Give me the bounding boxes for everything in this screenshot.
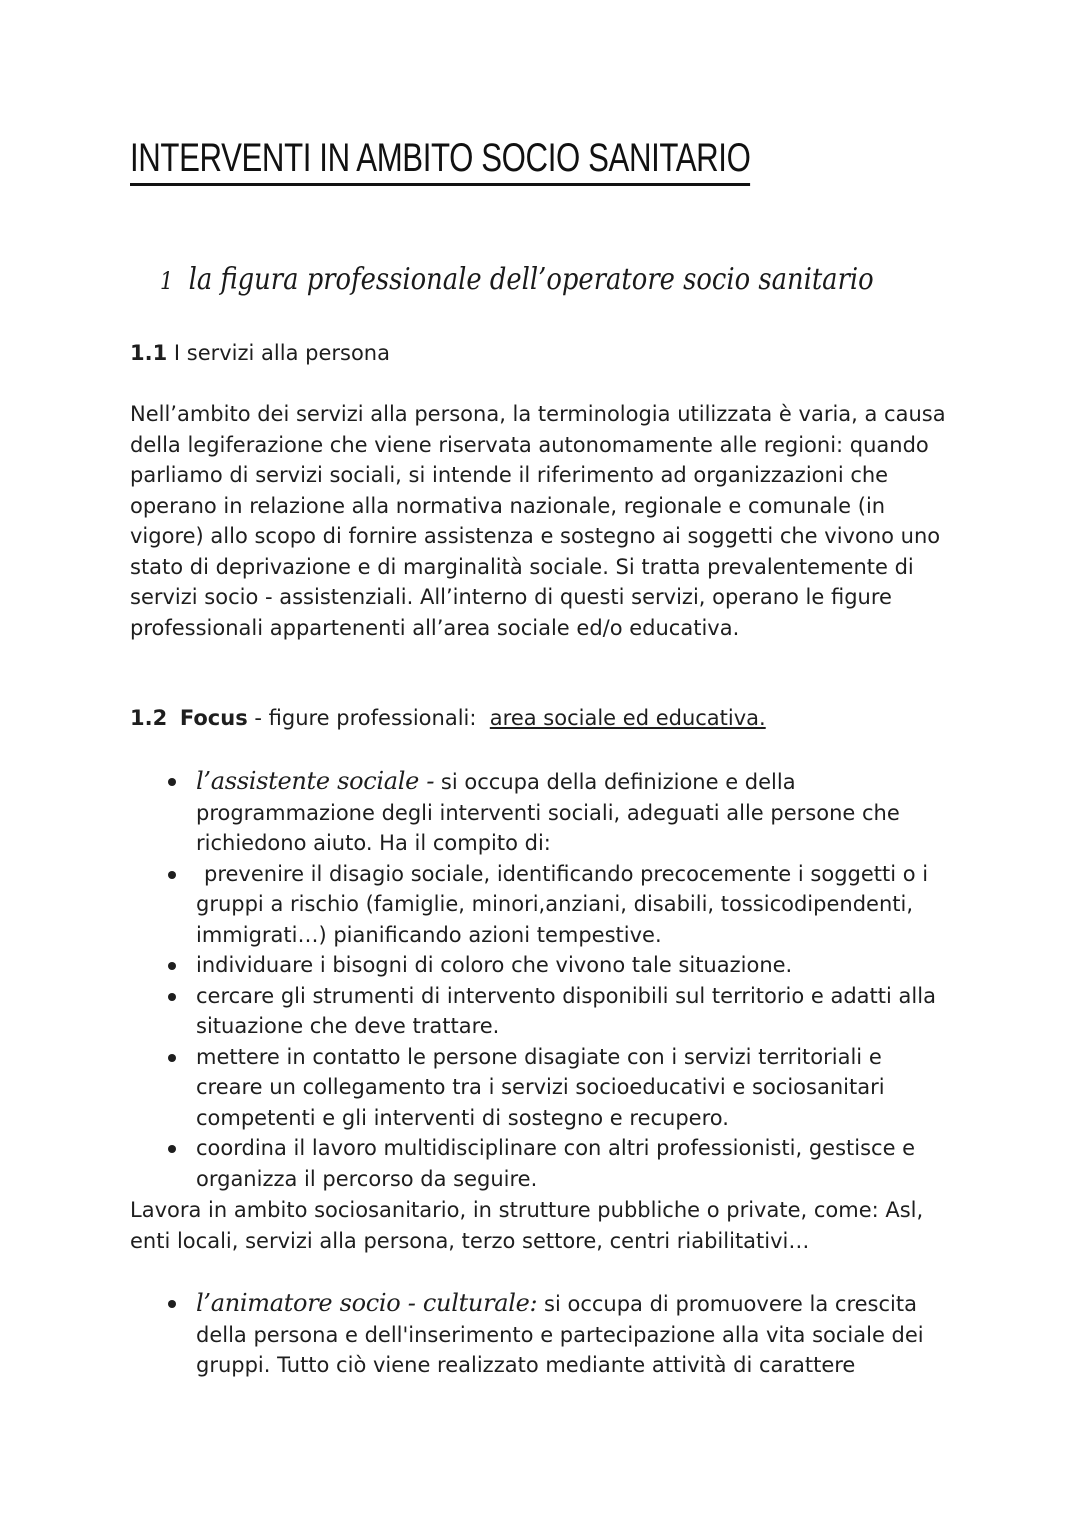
section-1-2-topic: area sociale ed educativa. [489, 706, 766, 730]
assistente-sociale-term: l’assistente sociale - [196, 767, 435, 795]
section-1-1-paragraph: Nell’ambito dei servizi alla persona, la terminologia utilizzata è varia, a causa della legiferazione che viene riservata autonomamente alle regioni: quando parliamo di servizi sociali, si intende il riferimento ad organizzazioni che operano in relazione alla normativa nazionale, regionale e comunale (in vigore) allo scopo di fornire assistenza e sostegno ai soggetti che vivono uno stato di deprivazione e di marginalità sociale. Si tratta prevalentemente di servizi socio - assistenziali. All’interno di questi servizi, operano le figure professionali appartenenti all’area sociale ed/o educativa. [130, 402, 946, 640]
list-item [130, 1133, 950, 1194]
animatore-term: l’animatore socio - culturale: [196, 1289, 538, 1317]
chapter-heading [160, 262, 874, 297]
list-item [130, 766, 950, 859]
list-item-text: individuare i bisogni di coloro che vivono tale situazione. [196, 953, 793, 977]
section-1-2-heading [130, 706, 766, 730]
section-1-2-number: 1.2 [130, 706, 168, 730]
list-item-text: si occupa di promuovere la crescita della persona e dell'inserimento e partecipazione alla vita sociale dei gruppi. Tutto ciò viene realizzato mediante attività di carattere [196, 1292, 924, 1377]
section-1-2-dash: - figure professionali: [247, 706, 490, 730]
list-item [130, 1288, 950, 1381]
list-item [130, 1042, 950, 1134]
list-item-text: mettere in contatto le persone disagiate con i servizi territoriali e creare un collegamento tra i servizi socioeducativi e sociosanitari competenti e gli interventi di sostegno e recupero. [196, 1044, 885, 1130]
chapter-title: la figura professionale dell’operatore socio sanitario [188, 262, 874, 297]
section-1-1-number: 1.1 [130, 341, 168, 365]
list-item-text: coordina il lavoro multidisciplinare con altri professionisti, gestisce e organizza il percorso da seguire. [196, 1136, 916, 1191]
list-item [130, 859, 950, 951]
assistente-sociale-list [130, 766, 950, 1194]
section-1-2-focus: Focus [179, 706, 248, 730]
chapter-number: 1 [160, 267, 174, 295]
animatore-list [130, 1288, 950, 1381]
list-item [130, 950, 950, 981]
section-1-1-title: I servizi alla persona [173, 341, 390, 365]
list-item-text: cercare gli strumenti di intervento disponibili sul territorio e adatti alla situazione che deve trattare. [196, 983, 936, 1038]
section-1-1-heading [130, 341, 390, 365]
list-item-text: si occupa della definizione e della programmazione degli interventi sociali, adeguati alle persone che richiedono aiuto. Ha il compito di: [196, 770, 900, 855]
list-item [130, 981, 950, 1042]
assistente-closing-paragraph: Lavora in ambito sociosanitario, in strutture pubbliche o private, come: Asl, enti locali, servizi alla persona, terzo settore, centri riabilitativi… [130, 1198, 924, 1253]
list-item-text: prevenire il disagio sociale, identificando precocemente i soggetti o i gruppi a rischio (famiglie, minori,anziani, disabili, tossicodipendenti, immigrati…) pianificando azioni tempestive. [196, 861, 929, 947]
page-title: INTERVENTI IN AMBITO SOCIO SANITARIO [130, 136, 750, 186]
